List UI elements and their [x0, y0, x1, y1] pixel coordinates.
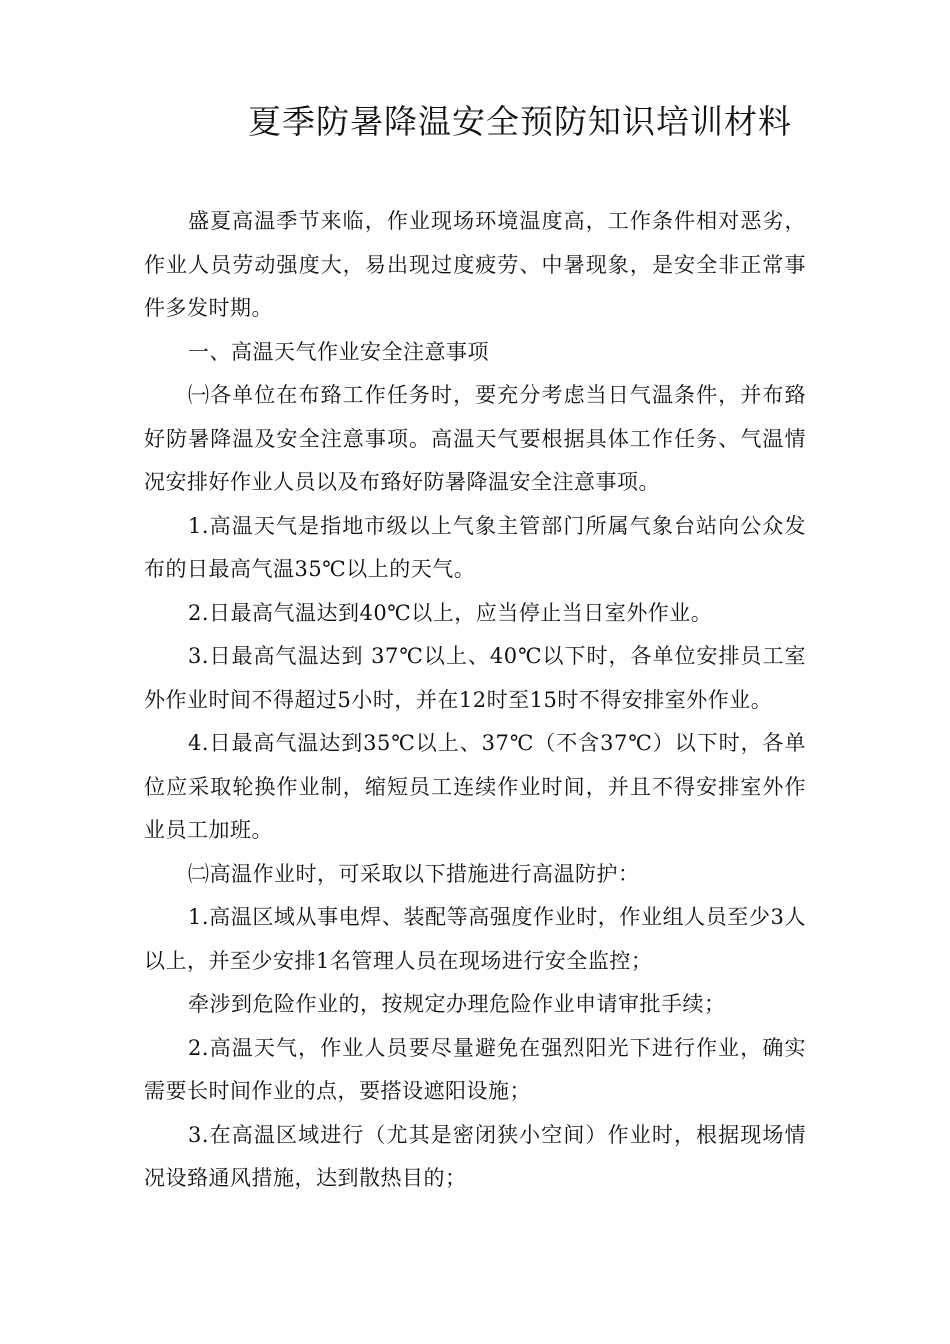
paragraph-item-1-2: 2.日最高气温达到40℃以上，应当停止当日室外作业。 — [188, 600, 713, 625]
paragraph-item-1-1: 1.高温天气是指地市级以上气象主管部门所属气象台站向公众发布的日最高气温35℃以上的天气。 — [144, 513, 806, 581]
paragraph-item-2-3: 3.在高温区域进行（尤其是密闭狭小空间）作业时，根据现场情况设臵通风措施，达到散热目的； — [144, 1122, 806, 1190]
paragraph-intro: 盛夏高温季节来临，作业现场环境温度高，工作条件相对恶劣，作业人员劳动强度大，易出现过度疲劳、中暑现象，是安全非正常事件多发时期。 — [144, 209, 806, 320]
paragraph-item-2-1-note: 牵涉到危险作业的，按规定办理危险作业申请审批手续； — [188, 992, 726, 1016]
document-title: 夏季防暑降温安全预防知识培训材料 — [248, 102, 792, 141]
paragraph-subsection-1: ㈠各单位在布臵工作任务时，要充分考虑当日气温条件，并布臵好防暑降温及安全注意事项。高温天气要根据具体工作任务、气温情况安排好作业人员以及布臵好防暑降温安全注意事项。 — [144, 383, 806, 494]
paragraph-item-1-3: 3.日最高气温达到 37℃以上、40℃以下时，各单位安排员工室外作业时间不得超过5小时，并在12时至15时不得安排室外作业。 — [144, 644, 806, 712]
document-body — [144, 200, 806, 1201]
section-heading-1: 一、高温天气作业安全注意事项 — [188, 339, 489, 364]
paragraph-item-2-1: 1.高温区域从事电焊、装配等高强度作业时，作业组人员至少3人以上，并至少安排1名管理人员在现场进行安全监控； — [144, 905, 806, 973]
paragraph-item-1-4: 4.日最高气温达到35℃以上、37℃（不含37℃）以下时，各单位应采取轮换作业制，缩短员工连续作业时间，并且不得安排室外作业员工加班。 — [144, 731, 806, 842]
paragraph-subsection-2: ㈡高温作业时，可采取以下措施进行高温防护： — [188, 861, 640, 886]
paragraph-item-2-2: 2.高温天气，作业人员要尽量避免在强烈阳光下进行作业，确实需要长时间作业的点，要搭设遮阳设施； — [144, 1035, 806, 1103]
